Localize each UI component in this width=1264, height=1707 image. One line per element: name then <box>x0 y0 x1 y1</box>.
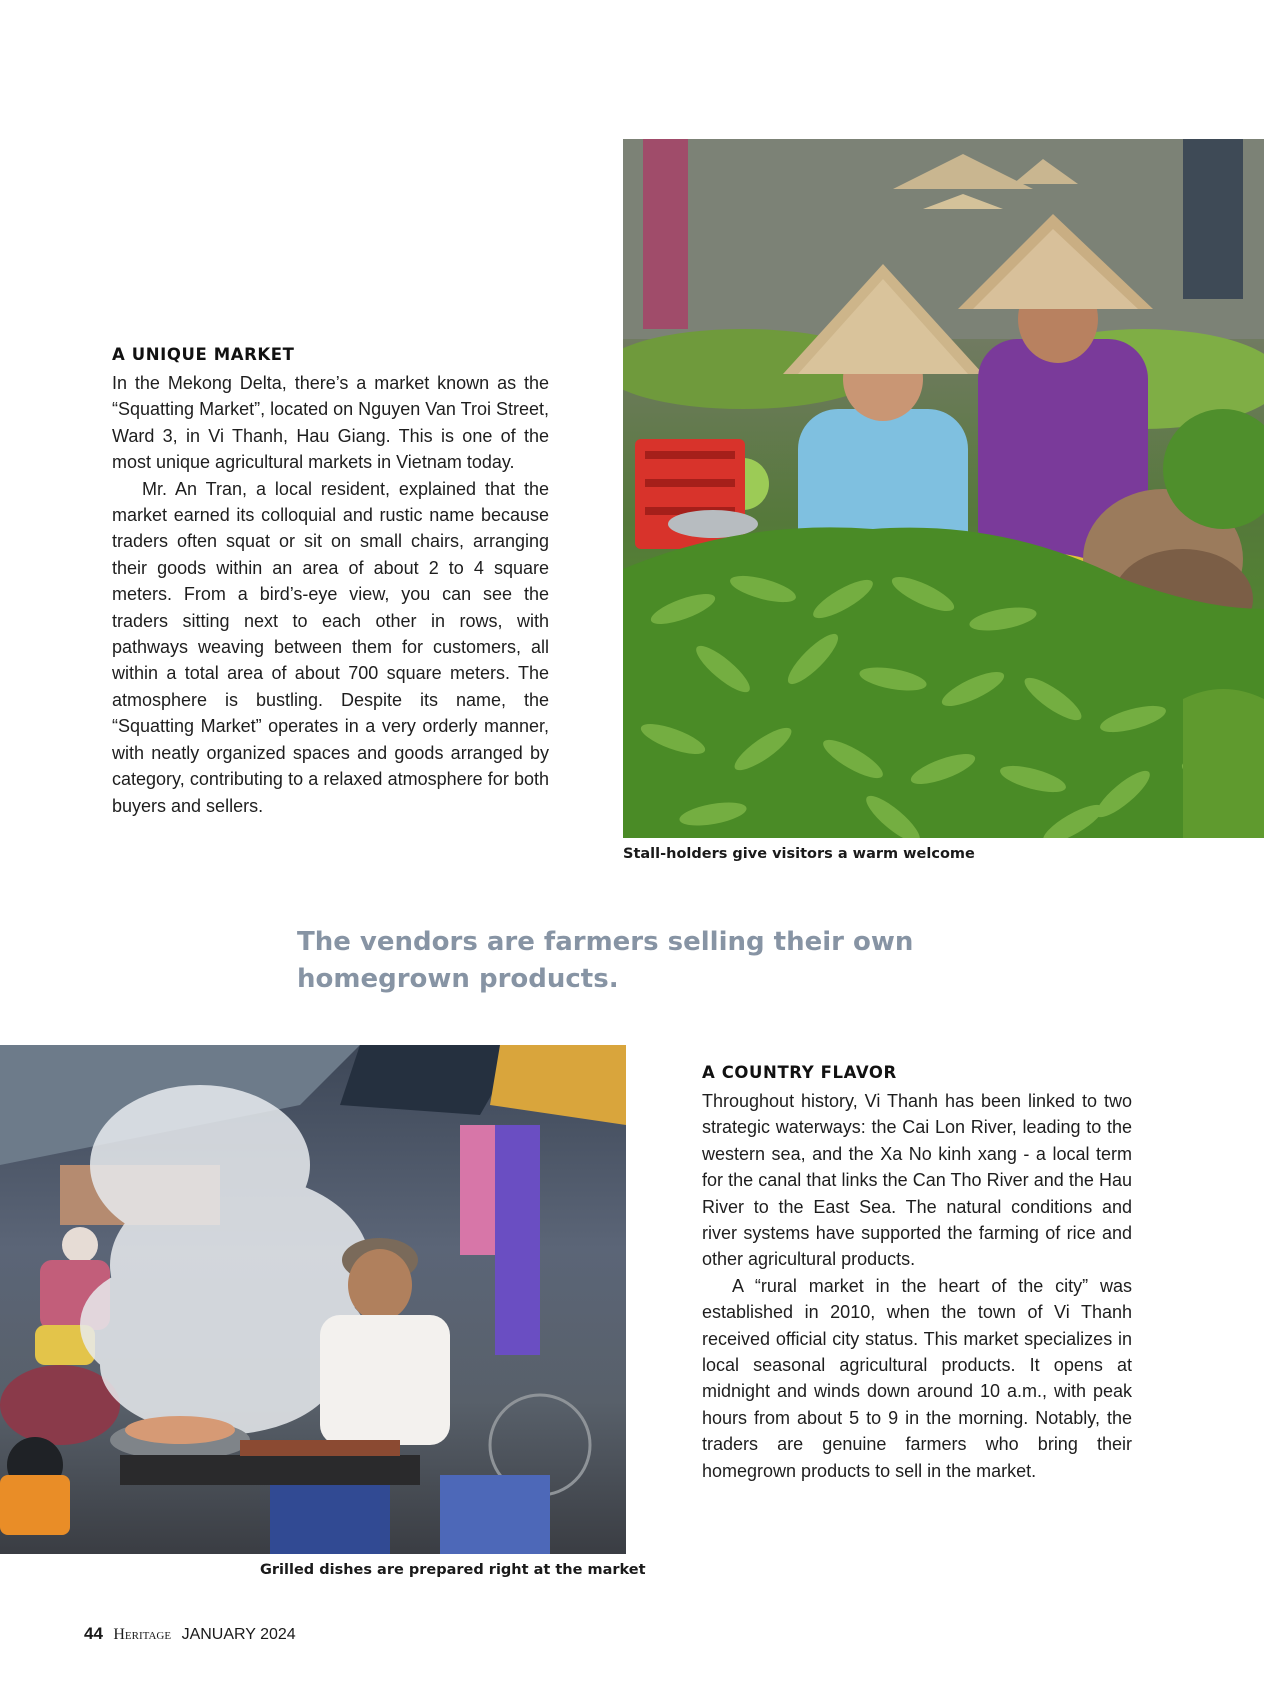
section-heading-country-flavor: A COUNTRY FLAVOR <box>702 1063 897 1082</box>
article-column-unique-market <box>112 344 549 819</box>
magazine-name: Heritage <box>113 1626 172 1643</box>
grilled-food-photo <box>0 1045 626 1554</box>
page-footer <box>84 1624 296 1644</box>
market-vendors-photo <box>623 139 1264 838</box>
paragraph: Mr. An Tran, a local resident, explained that the market earned its colloquial and rustic name because traders often squat or sit on small chairs, arranging their goods within an area of about 2 to 4 square meters. From a bird’s-eye view, you can see the traders sitting next to each other in rows, with pathways weaving between them for customers, all within a total area of about 700 square meters. The atmosphere is bustling. Despite its name, the “Squatting Market” operates in a very orderly manner, with neatly organized spaces and goods arranged by category, contributing to a relaxed atmosphere for both buyers and sellers. <box>112 478 549 816</box>
issue-date: JANUARY 2024 <box>181 1626 296 1643</box>
photo-caption-grill: Grilled dishes are prepared right at the market <box>260 1562 646 1578</box>
paragraph: A “rural market in the heart of the city” was established in 2010, when the town of Vi Thanh received official city status. This market specializes in local seasonal agricultural products. It opens at midnight and winds down around 10 a.m., with peak hours from about 5 to 9 in the morning. Notably, the traders are genuine farmers who bring their homegrown products to sell in the market. <box>702 1275 1132 1481</box>
grilled-food-illustration <box>0 1045 626 1554</box>
section-heading-unique-market: A UNIQUE MARKET <box>112 345 295 364</box>
pull-quote: The vendors are farmers selling their own homegrown products. <box>297 927 914 994</box>
article-column-country-flavor <box>702 1062 1132 1484</box>
paragraph: In the Mekong Delta, there’s a market known as the “Squatting Market”, located on Nguyen Van Troi Street, Ward 3, in Vi Thanh, Hau Giang. This is one of the most unique agricultural markets in Vietnam today. <box>112 373 549 473</box>
paragraph: Throughout history, Vi Thanh has been linked to two strategic waterways: the Cai Lon River, leading to the western sea, and the Xa No kinh xang - a local term for the canal that links the Can Tho River and the Hau River to the East Sea. The natural conditions and river systems have supported the farming of rice and other agricultural products. <box>702 1091 1132 1270</box>
market-vendors-illustration <box>623 139 1264 838</box>
photo-caption-market: Stall-holders give visitors a warm welcome <box>623 846 975 862</box>
page-number: 44 <box>84 1624 103 1643</box>
